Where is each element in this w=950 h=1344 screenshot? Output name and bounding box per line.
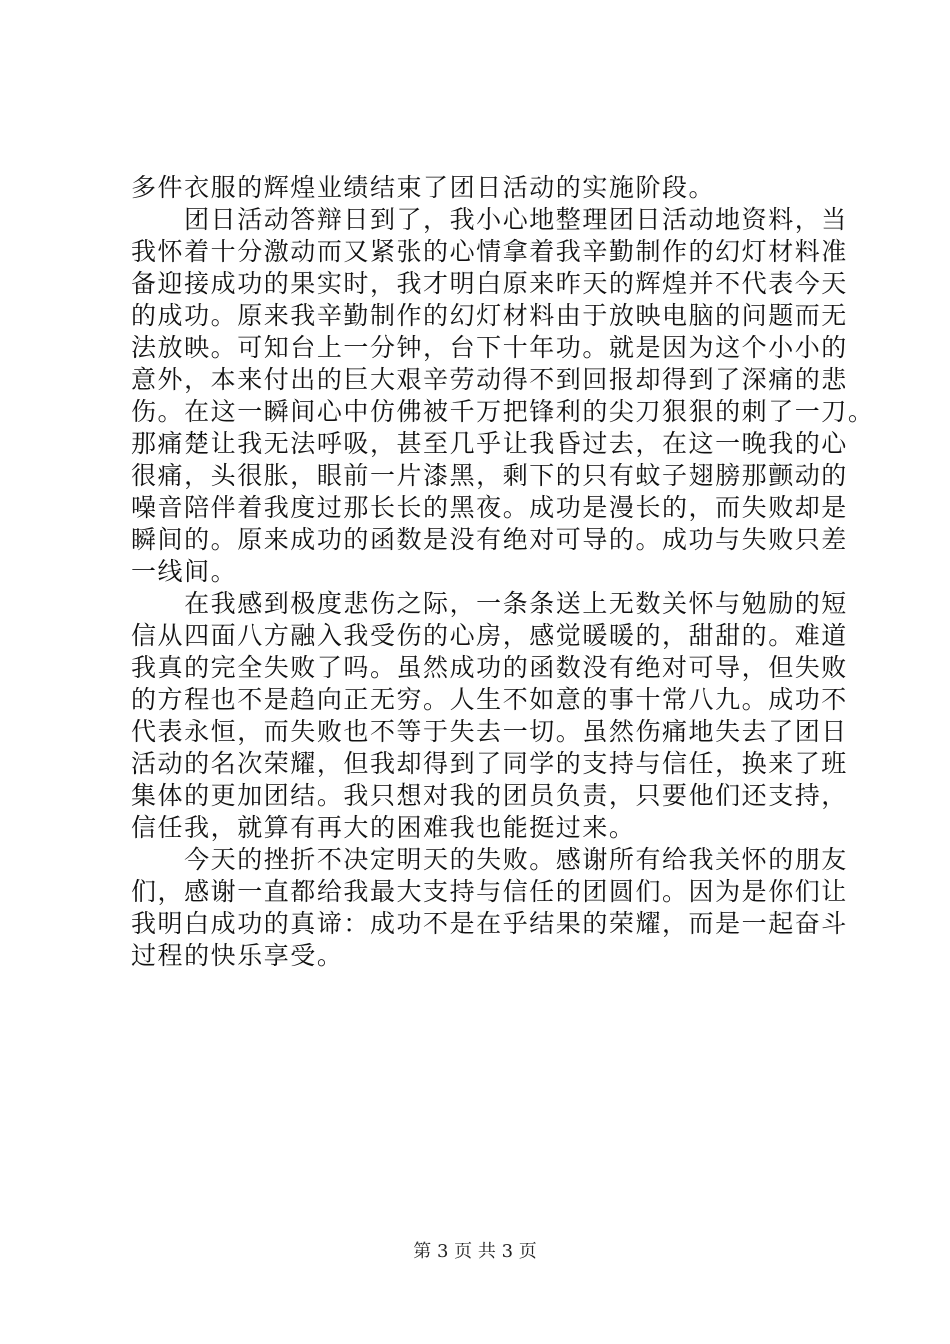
text-line: 信从四面八方融入我受伤的心房，感觉暖暖的，甜甜的。难道 [131,621,848,650]
text-line: 团日活动答辩日到了，我小心地整理团日活动地资料，当 [131,205,848,234]
text-line: 法放映。可知台上一分钟，台下十年功。就是因为这个小小的 [131,333,848,362]
text-line: 今天的挫折不决定明天的失败。感谢所有给我关怀的朋友 [131,845,848,874]
text-line: 我明白成功的真谛：成功不是在乎结果的荣耀，而是一起奋斗 [131,909,848,938]
text-line: 伤。在这一瞬间心中仿佛被千万把锋利的尖刀狠狠的刺了一刀。 [131,397,875,426]
text-line: 意外，本来付出的巨大艰辛劳动得不到回报却得到了深痛的悲 [131,365,848,394]
text-line: 在我感到极度悲伤之际，一条条送上无数关怀与勉励的短 [131,589,848,618]
text-line: 噪音陪伴着我度过那长长的黑夜。成功是漫长的，而失败却是 [131,493,848,522]
text-line: 们，感谢一直都给我最大支持与信任的团圆们。因为是你们让 [131,877,848,906]
page-number-footer: 第 3 页 共 3 页 [413,1241,537,1262]
text-line: 那痛楚让我无法呼吸，甚至几乎让我昏过去，在这一晚我的心 [131,429,848,458]
text-line: 很痛，头很胀，眼前一片漆黑，剩下的只有蚊子翅膀那颤动的 [131,461,848,490]
text-line: 我怀着十分激动而又紧张的心情拿着我辛勤制作的幻灯材料准 [131,237,848,266]
text-line: 备迎接成功的果实时，我才明白原来昨天的辉煌并不代表今天 [131,269,848,298]
text-line: 的成功。原来我辛勤制作的幻灯材料由于放映电脑的问题而无 [131,301,848,330]
text-line: 过程的快乐享受。 [131,941,344,970]
text-line: 的方程也不是趋向正无穷。人生不如意的事十常八九。成功不 [131,685,848,714]
text-line: 代表永恒，而失败也不等于失去一切。虽然伤痛地失去了团日 [131,717,848,746]
text-line: 瞬间的。原来成功的函数是没有绝对可导的。成功与失败只差 [131,525,848,554]
text-line: 集体的更加团结。我只想对我的团员负责，只要他们还支持， [131,781,848,810]
text-line: 活动的名次荣耀，但我却得到了同学的支持与信任，换来了班 [131,749,848,778]
text-line: 我真的完全失败了吗。虽然成功的函数没有绝对可导，但失败 [131,653,848,682]
text-line: 一线间。 [131,557,238,586]
body-text [131,172,875,972]
text-line: 信任我，就算有再大的困难我也能挺过来。 [131,813,636,842]
text-line: 多件衣服的辉煌业绩结束了团日活动的实施阶段。 [131,173,716,202]
